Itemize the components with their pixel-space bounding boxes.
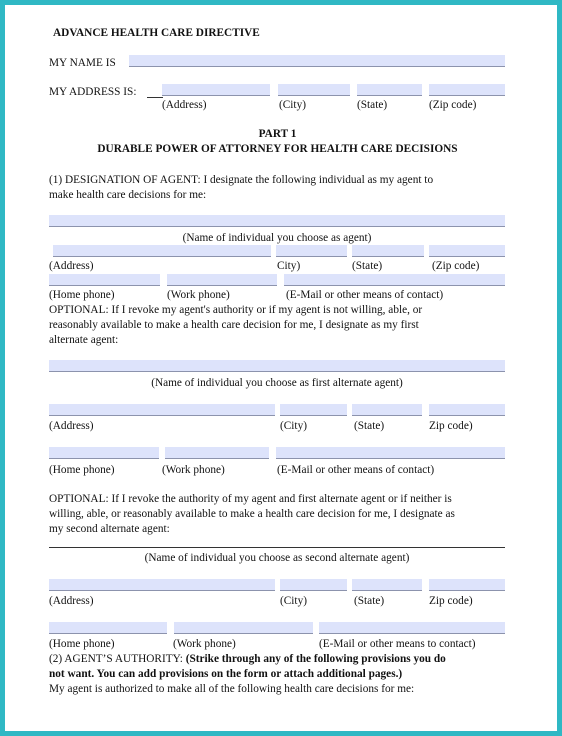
- designation-line-1: (1) DESIGNATION OF AGENT: I designate the following individual as my agent to: [49, 174, 434, 186]
- authority-heading: (2) AGENT’S AUTHORITY:: [49, 653, 183, 665]
- form-page: [5, 5, 557, 731]
- part-title: PART 1: [258, 128, 297, 140]
- alt2-name-caption: (Name of individual you choose as second alternate agent): [144, 552, 410, 564]
- alt2-address-caption: (Address): [49, 595, 94, 607]
- authority-line-1: [49, 653, 446, 666]
- address-label: MY ADDRESS IS:: [49, 86, 137, 98]
- alt1-work-phone-caption: (Work phone): [162, 464, 225, 476]
- my-zip-field[interactable]: [429, 84, 505, 96]
- name-label: MY NAME IS: [49, 57, 116, 69]
- alt1-zip-field[interactable]: [429, 404, 505, 416]
- alt1-home-phone-field[interactable]: [49, 447, 159, 459]
- agent-state-caption: (State): [352, 260, 383, 272]
- optional2-line-1: OPTIONAL: If I revoke the authority of my agent and first alternate agent or if neither is: [49, 493, 452, 505]
- optional2-line-2: willing, able, or reasonably available to make a health care decision for me, I designate as: [49, 508, 455, 520]
- alt2-city-caption: (City): [280, 595, 307, 607]
- agent-home-phone-field[interactable]: [49, 274, 160, 286]
- my-state-caption: (State): [357, 99, 388, 111]
- authority-instruction-2: not want. You can add provisions on the form or attach additional pages.): [49, 668, 403, 680]
- agent-zip-field[interactable]: [429, 245, 505, 257]
- address-rule: [147, 97, 163, 98]
- alt1-name-caption: (Name of individual you choose as first alternate agent): [151, 377, 403, 389]
- alt1-work-phone-field[interactable]: [165, 447, 269, 459]
- agent-name-caption: (Name of individual you choose as agent): [182, 232, 372, 244]
- agent-city-field[interactable]: [276, 245, 347, 257]
- agent-address-field[interactable]: [53, 245, 271, 257]
- alt2-email-caption: (E-Mail or other means to contact): [319, 638, 476, 650]
- alt1-state-field[interactable]: [352, 404, 422, 416]
- alt1-city-caption: (City): [280, 420, 307, 432]
- optional1-line-3: alternate agent:: [49, 334, 119, 346]
- alt2-name-line[interactable]: [49, 547, 505, 548]
- agent-state-field[interactable]: [352, 245, 424, 257]
- alt1-home-phone-caption: (Home phone): [49, 464, 115, 476]
- alt2-state-field[interactable]: [352, 579, 422, 591]
- authority-line-3: My agent is authorized to make all of the following health care decisions for me:: [49, 683, 415, 695]
- alt2-work-phone-field[interactable]: [174, 622, 313, 634]
- part-subtitle: DURABLE POWER OF ATTORNEY FOR HEALTH CARE DECISIONS: [97, 143, 458, 155]
- alt1-email-field[interactable]: [276, 447, 505, 459]
- alt2-home-phone-field[interactable]: [49, 622, 167, 634]
- alt2-zip-field[interactable]: [429, 579, 505, 591]
- my-address-caption: (Address): [162, 99, 207, 111]
- alt2-state-caption: (State): [354, 595, 385, 607]
- alt2-city-field[interactable]: [280, 579, 347, 591]
- alt1-state-caption: (State): [354, 420, 385, 432]
- my-city-caption: (City): [279, 99, 306, 111]
- optional2-line-3: my second alternate agent:: [49, 523, 170, 535]
- name-field[interactable]: [129, 55, 505, 67]
- alt1-zip-caption: Zip code): [429, 420, 473, 432]
- authority-instruction-1: (Strike through any of the following provisions you do: [182, 653, 446, 665]
- my-state-field[interactable]: [357, 84, 422, 96]
- optional1-line-1: OPTIONAL: If I revoke my agent's authority or if my agent is not willing, able, or: [49, 304, 423, 316]
- agent-email-caption: (E-Mail or other means of contact): [286, 289, 444, 301]
- designation-line-2: make health care decisions for me:: [49, 189, 207, 201]
- agent-address-caption: (Address): [49, 260, 94, 272]
- alt2-home-phone-caption: (Home phone): [49, 638, 115, 650]
- my-city-field[interactable]: [278, 84, 350, 96]
- alt1-name-field[interactable]: [49, 360, 505, 372]
- alt2-zip-caption: Zip code): [429, 595, 473, 607]
- agent-home-phone-caption: (Home phone): [49, 289, 115, 301]
- my-zip-caption: (Zip code): [429, 99, 477, 111]
- agent-city-caption: City): [277, 260, 301, 272]
- agent-work-phone-field[interactable]: [167, 274, 277, 286]
- alt2-email-field[interactable]: [319, 622, 505, 634]
- agent-zip-caption: (Zip code): [432, 260, 480, 272]
- alt1-address-field[interactable]: [49, 404, 275, 416]
- agent-email-field[interactable]: [284, 274, 505, 286]
- form-title: ADVANCE HEALTH CARE DIRECTIVE: [53, 27, 260, 39]
- alt1-address-caption: (Address): [49, 420, 94, 432]
- agent-work-phone-caption: (Work phone): [167, 289, 230, 301]
- alt1-city-field[interactable]: [280, 404, 347, 416]
- my-address-field[interactable]: [162, 84, 270, 96]
- alt1-email-caption: (E-Mail or other means of contact): [277, 464, 435, 476]
- alt2-work-phone-caption: (Work phone): [173, 638, 236, 650]
- optional1-line-2: reasonably available to make a health care decision for me, I designate as my first: [49, 319, 419, 331]
- agent-name-field[interactable]: [49, 215, 505, 227]
- alt2-address-field[interactable]: [49, 579, 275, 591]
